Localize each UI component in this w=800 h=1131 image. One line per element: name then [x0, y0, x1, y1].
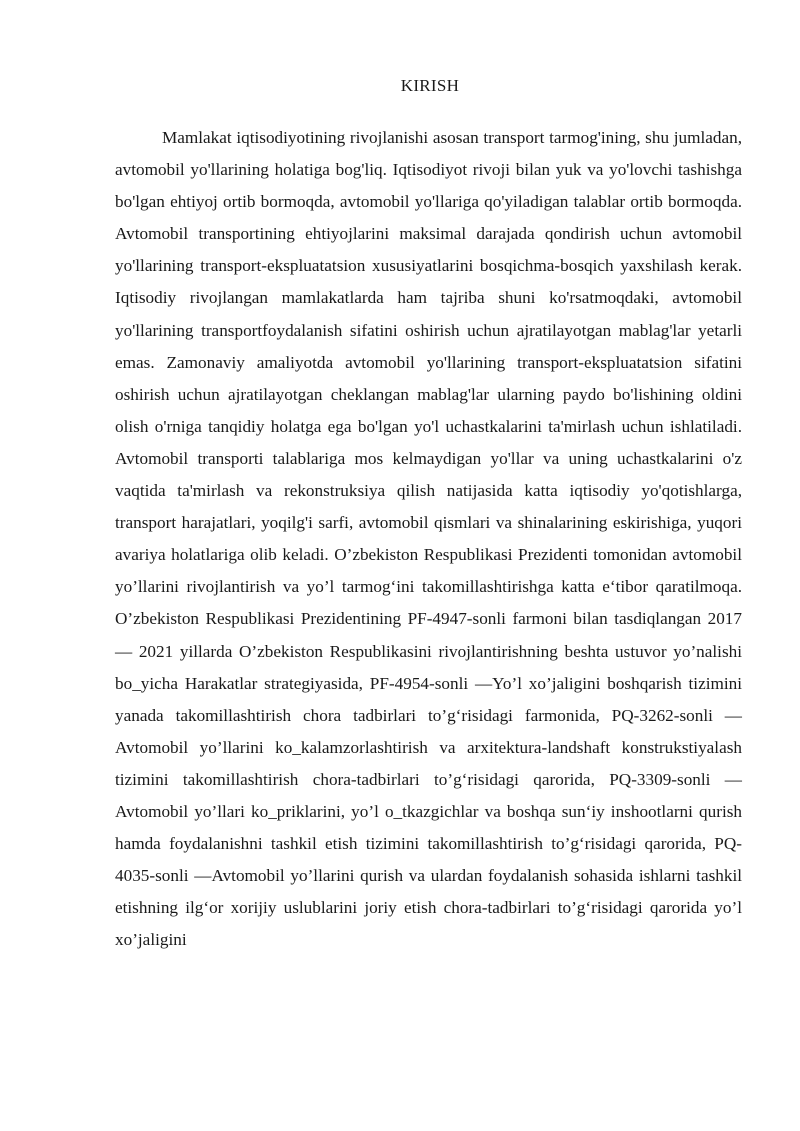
section-title: KIRISH [400, 76, 460, 95]
body-paragraph: Mamlakat iqtisodiyotining rivojlanishi asosan transport tarmog'ining, shu jumladan, avtomobil yo'llarining holatiga bog'liq. Iqtisodiyot rivoji bilan yuk va yo'lovchi tashishga bo'lgan ehtiyoj ortib bormoqda, avtomobil yo'llariga qo'yiladigan talablar ortib bormoqda. Avtomobil transportining ehtiyojlarini maksimal darajada qondirish uchun avtomobil yo'llarining transport-ekspluatatsion xususiyatlarini bosqichma-bosqich yaxshilash kerak. Iqtisodiy rivojlangan mamlakatlarda ham tajriba shuni ko'rsatmoqdaki, avtomobil yo'llarining transportfoydalanish sifatini oshirish uchun ajratilayotgan mablag'lar yetarli emas. Zamonaviy amaliyotda avtomobil yo'llarining transport-ekspluatatsion sifatini oshirish uchun ajratilayotgan cheklangan mablag'lar ularning paydo bo'lishining oldini olish o'rniga tanqidiy holatga ega bo'lgan yo'l uchastkalarini ta'mirlash uchun ishlatiladi. Avtomobil transporti talablariga mos kelmaydigan yo'llar va uning uchastkalarini o'z vaqtida ta'mirlash va rekonstruksiya qilish natijasida katta iqtisodiy yo'qotishlarga, transport harajatlari, yoqilg'i sarfi, avtomobil qismlari va shinalarining eskirishiga, yuqori avariya holatlariga olib keladi. O’zbekiston Respublikasi Prezidenti tomonidan avtomobil yo’llarini rivojlantirish va yo’l tarmog‘ini takomillashtirishga katta e‘tibor qaratilmoqa. O’zbekiston Respublikasi Prezidentining PF-4947-sonli farmoni bilan tasdiqlangan 2017 — 2021 yillarda O’zbekiston Respublikasini rivojlantirishning beshta ustuvor yo’nalishi bo_yicha Harakatlar strategiyasida, PF-4954-sonli —Yo’l xo’jaligini boshqarish tizimini yanada takomillashtirish chora tadbirlari to’g‘risidagi farmonida, PQ-3262-sonli —Avtomobil yo’llarini ko_kalamzorlashtirish va arxitektura-landshaft konstrukstiyalash tizimini takomillashtirish chora-tadbirlari to’g‘risidagi qarorida, PQ-3309-sonli —Avtomobil yo’llari ko_priklarini, yo’l o_tkazgichlar va boshqa sun‘iy inshootlarni qurish hamda foydalanishni tashkil etish tizimini takomillashtirish to’g‘risidagi qarorida, PQ-4035-sonli —Avtomobil yo’llarini qurish va ulardan foydalanish sohasida ishlarni tashkil etishning ilg‘or xorijiy uslublarini joriy etish chora-tadbirlari to’g‘risidagi qarorida yo’l xo’jaligini [115, 128, 742, 950]
